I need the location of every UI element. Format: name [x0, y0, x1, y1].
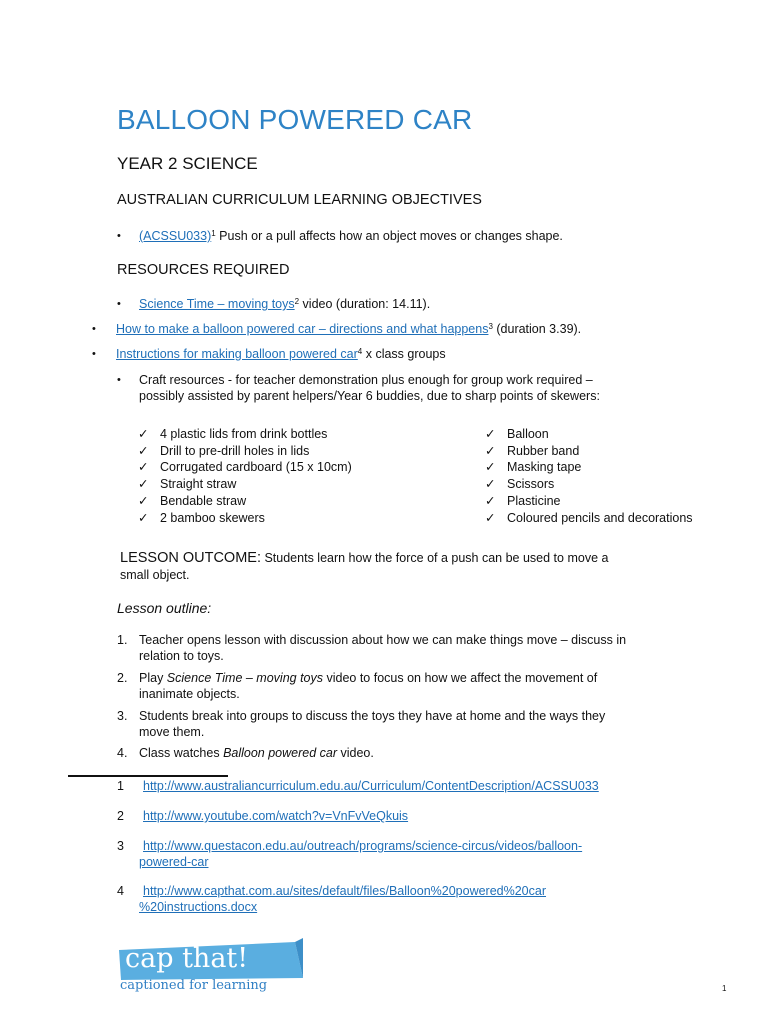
resource-text: (duration 3.39).: [492, 322, 582, 336]
check-icon: ✓: [485, 477, 496, 492]
outline-item: 3. Students break into groups to discuss the toys they have at home and the ways they move them.: [117, 709, 606, 739]
check-icon: ✓: [138, 443, 149, 458]
check-icon: ✓: [485, 427, 496, 441]
check-icon: ✓: [138, 460, 149, 475]
lesson-outcome: [120, 549, 608, 567]
checklist-item: ✓ Coloured pencils and decorations: [485, 510, 693, 525]
checklist-item: ✓ Bendable straw: [138, 493, 247, 508]
bullet: •: [92, 348, 96, 360]
footnote-link[interactable]: http://www.questacon.edu.au/outreach/programs/science-circus/videos/balloon-: [143, 839, 583, 853]
checklist-item: ✓ Corrugated cardboard (15 x 10cm): [138, 460, 352, 475]
checklist-item: ✓ 4 plastic lids from drink bottles: [138, 427, 328, 441]
acssu033-link[interactable]: (ACSSU033): [139, 229, 212, 243]
footnote-link[interactable]: http://www.capthat.com.au/sites/default/files/Balloon%20powered%20car: [143, 884, 547, 898]
outcome-text: Students learn how the force of a push can be used to move a: [261, 551, 609, 565]
footnote-ref: 3: [488, 322, 493, 331]
checklist-item: ✓ Drill to pre-drill holes in lids: [138, 443, 310, 458]
check-icon: ✓: [138, 477, 149, 492]
science-time-link[interactable]: Science Time – moving toys: [139, 297, 295, 311]
checklist-item: ✓ Balloon: [485, 427, 549, 441]
checklist-item: ✓ Plasticine: [485, 493, 561, 508]
checklist-right: [485, 426, 693, 526]
checklist-item: ✓ 2 bamboo skewers: [138, 510, 265, 525]
bullet: •: [92, 323, 96, 335]
cap-that-logo: [117, 938, 307, 998]
logo-wordmark: cap that!: [125, 943, 249, 974]
outline-item: 4. Class watches Balloon powered car video.: [117, 746, 374, 760]
resource-text: x class groups: [362, 347, 446, 361]
footnote-link-cont[interactable]: %20instructions.docx: [139, 899, 258, 914]
subtitle: YEAR 2 SCIENCE: [117, 154, 258, 173]
checklist-left: [138, 426, 352, 526]
outcome-text-2: small object.: [120, 568, 190, 582]
check-icon: ✓: [485, 493, 496, 508]
logo-tagline: captioned for learning: [120, 978, 268, 993]
outline-item: 2. Play Science Time – moving toys video to focus on how we affect the movement of inanimate objects.: [117, 671, 598, 701]
check-icon: ✓: [138, 493, 149, 508]
resources-heading: RESOURCES REQUIRED: [117, 262, 290, 278]
outline-heading: Lesson outline:: [117, 600, 212, 616]
craft-line-1: Craft resources - for teacher demonstration plus enough for group work required –: [139, 373, 593, 387]
page-number: 1: [722, 984, 727, 993]
objective-text: Push or a pull affects how an object moves or changes shape.: [215, 229, 563, 243]
checklist-item: ✓ Straight straw: [138, 477, 237, 492]
bullet: •: [117, 374, 121, 386]
footnote-ref: 4: [357, 347, 363, 356]
outline-item: 1. Teacher opens lesson with discussion about how we can make things move – discuss in relation to toys.: [117, 633, 627, 663]
footnote-link[interactable]: http://www.youtube.com/watch?v=VnFvVeQkuis: [143, 809, 409, 823]
footnote-link[interactable]: http://www.australiancurriculum.edu.au/Curriculum/ContentDescription/ACSSU033: [143, 779, 599, 793]
craft-line-2: possibly assisted by parent helpers/Year 6 buddies, due to sharp points of skewers:: [139, 389, 600, 403]
page-title: BALLOON POWERED CAR: [117, 104, 473, 135]
check-icon: ✓: [485, 460, 496, 475]
checklist-item: ✓ Scissors: [485, 477, 555, 492]
checklist-item: ✓ Rubber band: [485, 443, 580, 458]
balloon-car-video-link[interactable]: How to make a balloon powered car – directions and what happens: [116, 322, 489, 336]
objectives-heading: AUSTRALIAN CURRICULUM LEARNING OBJECTIVES: [117, 192, 482, 208]
check-icon: ✓: [138, 510, 149, 525]
instructions-link[interactable]: Instructions for making balloon powered car: [116, 347, 358, 361]
footnote-link-cont[interactable]: powered-car: [139, 854, 209, 869]
check-icon: ✓: [485, 443, 496, 458]
bullet: •: [117, 230, 121, 242]
footnote-separator: [68, 775, 228, 777]
footnote-ref: 2: [294, 297, 300, 306]
checklist-item: ✓ Masking tape: [485, 460, 582, 475]
bullet: •: [117, 298, 121, 310]
resource-text: video (duration: 14.11).: [299, 297, 431, 311]
outcome-label: LESSON OUTCOME:: [120, 550, 261, 566]
check-icon: ✓: [138, 427, 149, 441]
check-icon: ✓: [485, 510, 496, 525]
footnote-ref: 1: [211, 229, 216, 238]
